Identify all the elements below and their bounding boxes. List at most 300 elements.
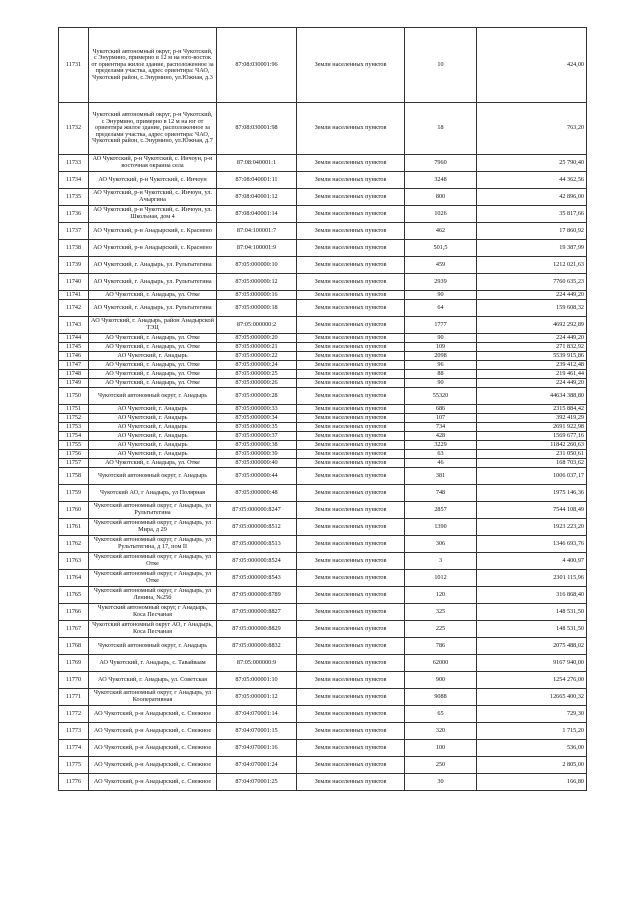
cadastral-value-cell: 159 608,32: [477, 300, 587, 317]
address-cell: Чукотский автономный округ, г. Анадырь: [89, 468, 217, 485]
land-category-cell: Земли населенных пунктов: [297, 423, 405, 432]
cadastral-value-cell: 1569 677,16: [477, 432, 587, 441]
table-row: [59, 757, 587, 774]
table-row: [59, 155, 587, 172]
address-cell: АО Чукотский, г. Анадырь: [89, 414, 217, 423]
area-cell: 225: [405, 621, 477, 638]
row-number: 11772: [59, 706, 89, 723]
land-category-cell: Земли населенных пунктов: [297, 240, 405, 257]
cadastral-value-cell: 2691 922,98: [477, 423, 587, 432]
land-category-cell: Земли населенных пунктов: [297, 570, 405, 587]
address-cell: Чукотский автономный округ, г Анадырь, Коса Песчаная: [89, 604, 217, 621]
land-category-cell: Земли населенных пунктов: [297, 405, 405, 414]
land-category-cell: Земли населенных пунктов: [297, 28, 405, 103]
area-cell: 250: [405, 757, 477, 774]
land-category-cell: Земли населенных пунктов: [297, 206, 405, 223]
address-cell: АО Чукотский, г. Анадырь, ул. Отке: [89, 361, 217, 370]
row-number: 11737: [59, 223, 89, 240]
address-cell: АО Чукотский, р-н Чукотский, с. Инчоун, ул. Ачыргина: [89, 189, 217, 206]
land-category-cell: Земли населенных пунктов: [297, 621, 405, 638]
table-row: [59, 172, 587, 189]
area-cell: 88: [405, 370, 477, 379]
area-cell: 30: [405, 774, 477, 791]
land-category-cell: Земли населенных пунктов: [297, 432, 405, 441]
row-number: 11749: [59, 379, 89, 388]
row-number: 11773: [59, 723, 89, 740]
table-row: [59, 317, 587, 334]
cadastral-value-cell: 2301 115,96: [477, 570, 587, 587]
row-number: 11736: [59, 206, 89, 223]
cadastral-value-cell: 1346 693,76: [477, 536, 587, 553]
row-number: 11747: [59, 361, 89, 370]
cadastral-value-cell: 168 703,62: [477, 459, 587, 468]
address-cell: АО Чукотский, р-н Чукотский, с. Инчоун: [89, 172, 217, 189]
area-cell: 900: [405, 672, 477, 689]
cadastral-value-cell: 42 896,00: [477, 189, 587, 206]
table-row: [59, 519, 587, 536]
row-number: 11751: [59, 405, 89, 414]
cadastral-number-cell: 87:05:000000:38: [217, 441, 297, 450]
address-cell: АО Чукотский, р-н Анадырский, с. Краснено: [89, 240, 217, 257]
row-number: 11738: [59, 240, 89, 257]
area-cell: 96: [405, 361, 477, 370]
area-cell: 65: [405, 706, 477, 723]
area-cell: 9088: [405, 689, 477, 706]
table-row: [59, 361, 587, 370]
cadastral-value-cell: 224 449,20: [477, 334, 587, 343]
table-row: [59, 655, 587, 672]
land-category-cell: Земли населенных пунктов: [297, 155, 405, 172]
cadastral-number-cell: 87:05:000000:8513: [217, 536, 297, 553]
area-cell: 62000: [405, 655, 477, 672]
address-cell: АО Чукотский, г. Анадырь, ул. Рультытегина: [89, 300, 217, 317]
row-number: 11750: [59, 388, 89, 405]
address-cell: АО Чукотский, р-н Анадырский, с. Снежное: [89, 723, 217, 740]
cadastral-value-cell: 44634 388,80: [477, 388, 587, 405]
address-cell: АО Чукотский, г. Анадырь, район Анадырской ТЭЦ: [89, 317, 217, 334]
area-cell: 459: [405, 257, 477, 274]
area-cell: 1390: [405, 519, 477, 536]
cadastral-number-cell: 87:04:070001:15: [217, 723, 297, 740]
address-cell: АО Чукотский, г. Анадырь, ул. Отке: [89, 379, 217, 388]
row-number: 11761: [59, 519, 89, 536]
cadastral-value-cell: 19 387,99: [477, 240, 587, 257]
cadastral-value-cell: 271 832,92: [477, 343, 587, 352]
cadastral-number-cell: 87:08:030001:96: [217, 28, 297, 103]
cadastral-value-cell: 9167 940,00: [477, 655, 587, 672]
land-category-cell: Земли населенных пунктов: [297, 485, 405, 502]
cadastral-number-cell: 87:05:000000:8789: [217, 587, 297, 604]
cadastral-number-cell: 87:05:000000:12: [217, 274, 297, 291]
cadastral-number-cell: 87:05:000000:24: [217, 361, 297, 370]
address-cell: Чукотский АО, г Анадырь, ул Полярная: [89, 485, 217, 502]
table-row: [59, 485, 587, 502]
cadastral-value-cell: 1923 223,20: [477, 519, 587, 536]
cadastral-number-cell: 87:05:000000:8543: [217, 570, 297, 587]
row-number: 11758: [59, 468, 89, 485]
address-cell: АО Чукотский, г. Анадырь: [89, 405, 217, 414]
address-cell: АО Чукотский, г. Анадырь, ул. Отке: [89, 459, 217, 468]
cadastral-value-cell: 763,20: [477, 103, 587, 155]
cadastral-value-cell: 7544 108,49: [477, 502, 587, 519]
row-number: 11756: [59, 450, 89, 459]
area-cell: 46: [405, 459, 477, 468]
land-category-cell: Земли населенных пунктов: [297, 274, 405, 291]
cadastral-number-cell: 87:04:070001:25: [217, 774, 297, 791]
area-cell: 107: [405, 414, 477, 423]
row-number: 11746: [59, 352, 89, 361]
table-row: [59, 370, 587, 379]
table-row: [59, 468, 587, 485]
table-row: [59, 291, 587, 300]
cadastral-value-cell: 7760 635,23: [477, 274, 587, 291]
area-cell: 381: [405, 468, 477, 485]
area-cell: 120: [405, 587, 477, 604]
cadastral-value-cell: 1006 037,17: [477, 468, 587, 485]
cadastral-value-cell: 219 461,44: [477, 370, 587, 379]
land-category-cell: Земли населенных пунктов: [297, 519, 405, 536]
land-category-cell: Земли населенных пунктов: [297, 103, 405, 155]
area-cell: 686: [405, 405, 477, 414]
address-cell: Чукотский автономный округ АО, г Анадырь, Коса Песчаная: [89, 621, 217, 638]
table-row: [59, 334, 587, 343]
row-number: 11759: [59, 485, 89, 502]
address-cell: Чукотский автономный округ, г Анадырь, ул Отке: [89, 553, 217, 570]
cadastral-value-cell: 1212 021,63: [477, 257, 587, 274]
land-category-cell: Земли населенных пунктов: [297, 370, 405, 379]
land-category-cell: Земли населенных пунктов: [297, 655, 405, 672]
cadastral-number-cell: 87:04:100001:9: [217, 240, 297, 257]
land-category-cell: Земли населенных пунктов: [297, 536, 405, 553]
land-category-cell: Земли населенных пунктов: [297, 638, 405, 655]
cadastral-number-cell: 87:05:000000:39: [217, 450, 297, 459]
area-cell: 2098: [405, 352, 477, 361]
area-cell: 90: [405, 291, 477, 300]
area-cell: 501,5: [405, 240, 477, 257]
row-number: 11741: [59, 291, 89, 300]
table-row: [59, 604, 587, 621]
table-row: [59, 432, 587, 441]
cadastral-value-cell: 25 790,40: [477, 155, 587, 172]
address-cell: Чукотский автономный округ, г Анадырь, ул Рультытегина: [89, 502, 217, 519]
row-number: 11763: [59, 553, 89, 570]
address-cell: АО Чукотский, р-н Анадырский, с. Краснено: [89, 223, 217, 240]
land-category-cell: Земли населенных пунктов: [297, 553, 405, 570]
row-number: 11768: [59, 638, 89, 655]
area-cell: 90: [405, 379, 477, 388]
table-row: [59, 257, 587, 274]
address-cell: Чукотский автономный округ, г Анадырь, ул Отке: [89, 570, 217, 587]
table-row: [59, 723, 587, 740]
address-cell: АО Чукотский, г. Анадырь, ул. Рультытегина: [89, 274, 217, 291]
row-number: 11757: [59, 459, 89, 468]
land-category-cell: Земли населенных пунктов: [297, 343, 405, 352]
area-cell: 786: [405, 638, 477, 655]
table-row: [59, 740, 587, 757]
address-cell: АО Чукотский, г. Анадырь: [89, 423, 217, 432]
address-cell: АО Чукотский, р-н Анадырский, с. Снежное: [89, 706, 217, 723]
area-cell: 90: [405, 334, 477, 343]
table-row: [59, 388, 587, 405]
cadastral-number-cell: 87:05:000000:35: [217, 423, 297, 432]
cadastral-number-cell: 87:05:000000:8827: [217, 604, 297, 621]
area-cell: 1026: [405, 206, 477, 223]
row-number: 11739: [59, 257, 89, 274]
address-cell: АО Чукотский, г. Анадырь, ул. Отке: [89, 334, 217, 343]
cadastral-value-cell: 11842 260,63: [477, 441, 587, 450]
land-category-cell: Земли населенных пунктов: [297, 300, 405, 317]
address-cell: Чукотский автономный округ, г Анадырь, ул Мира, д 29: [89, 519, 217, 536]
row-number: 11767: [59, 621, 89, 638]
table-row: [59, 621, 587, 638]
cadastral-number-cell: 87:04:070001:16: [217, 740, 297, 757]
land-category-cell: Земли населенных пунктов: [297, 189, 405, 206]
address-cell: АО Чукотский, г. Анадырь, ул. Рультытегина: [89, 257, 217, 274]
cadastral-value-cell: 224 449,20: [477, 379, 587, 388]
cadastral-value-cell: 392 419,29: [477, 414, 587, 423]
cadastral-number-cell: 87:05:000001:10: [217, 672, 297, 689]
cadastral-number-cell: 87:05:000000:18: [217, 300, 297, 317]
table-row: [59, 103, 587, 155]
cadastral-number-cell: 87:05:000000:20: [217, 334, 297, 343]
area-cell: 109: [405, 343, 477, 352]
area-cell: 306: [405, 536, 477, 553]
cadastral-number-cell: 87:05:000000:8247: [217, 502, 297, 519]
area-cell: 64: [405, 300, 477, 317]
land-category-cell: Земли населенных пунктов: [297, 468, 405, 485]
land-category-cell: Земли населенных пунктов: [297, 352, 405, 361]
table-row: [59, 672, 587, 689]
cadastral-number-cell: 87:05:000000:22: [217, 352, 297, 361]
row-number: 11764: [59, 570, 89, 587]
table-row: [59, 189, 587, 206]
table-row: [59, 423, 587, 432]
cadastral-number-cell: 87:04:070001:14: [217, 706, 297, 723]
area-cell: 320: [405, 723, 477, 740]
cadastral-number-cell: 87:08:040001:14: [217, 206, 297, 223]
address-cell: АО Чукотский, г. Анадырь: [89, 441, 217, 450]
cadastral-number-cell: 87:05:000000:40: [217, 459, 297, 468]
cadastral-value-cell: 239 412,48: [477, 361, 587, 370]
area-cell: 3: [405, 553, 477, 570]
land-category-cell: Земли населенных пунктов: [297, 317, 405, 334]
area-cell: 1777: [405, 317, 477, 334]
row-number: 11774: [59, 740, 89, 757]
area-cell: 2939: [405, 274, 477, 291]
cadastral-number-cell: 87:05:000000:37: [217, 432, 297, 441]
cadastral-value-cell: 729,30: [477, 706, 587, 723]
cadastral-value-cell: 424,00: [477, 28, 587, 103]
land-category-cell: Земли населенных пунктов: [297, 291, 405, 300]
cadastral-number-cell: 87:05:000000:34: [217, 414, 297, 423]
row-number: 11743: [59, 317, 89, 334]
cadastral-value-cell: 2315 884,42: [477, 405, 587, 414]
cadastral-value-cell: 1 715,20: [477, 723, 587, 740]
row-number: 11754: [59, 432, 89, 441]
cadastral-number-cell: 87:05:000001:12: [217, 689, 297, 706]
cadastral-number-cell: 87:05:000000:8832: [217, 638, 297, 655]
table-row: [59, 28, 587, 103]
cadastral-value-cell: 44 362,56: [477, 172, 587, 189]
cadastral-number-cell: 87:05:000000:2: [217, 317, 297, 334]
table-row: [59, 300, 587, 317]
cadastral-value-cell: 2075 488,02: [477, 638, 587, 655]
land-category-cell: Земли населенных пунктов: [297, 257, 405, 274]
area-cell: 10: [405, 28, 477, 103]
land-category-cell: Земли населенных пунктов: [297, 502, 405, 519]
row-number: 11752: [59, 414, 89, 423]
cadastral-number-cell: 87:08:040001:1: [217, 155, 297, 172]
address-cell: Чукотский автономный округ, г Анадырь, ул Рультытегина, д 17, пом II: [89, 536, 217, 553]
row-number: 11735: [59, 189, 89, 206]
cadastral-value-cell: 4 400,97: [477, 553, 587, 570]
area-cell: 800: [405, 189, 477, 206]
address-cell: АО Чукотский, р-н Чукотский, с. Инчоун, ул. Школьная, дом 4: [89, 206, 217, 223]
cadastral-value-cell: 12665 400,32: [477, 689, 587, 706]
row-number: 11775: [59, 757, 89, 774]
table-row: [59, 352, 587, 361]
cadastral-number-cell: 87:05:000000:48: [217, 485, 297, 502]
cadastral-number-cell: 87:05:000000:28: [217, 388, 297, 405]
land-category-cell: Земли населенных пунктов: [297, 334, 405, 343]
address-cell: АО Чукотский, г. Анадырь, ул. Отке: [89, 291, 217, 300]
address-cell: Чукотский автономный округ, р-н Чукотский, с Энурмино, примерно в 12 м на юг от ориентира жилое здание, расположенное за пределами участка, адрес ориентира: ЧАО, Чукотский район, с.Энурмино, ул.Южная, д.7: [89, 103, 217, 155]
address-cell: АО Чукотский, г. Анадырь, с. Тавайваам: [89, 655, 217, 672]
row-number: 11748: [59, 370, 89, 379]
cadastral-value-cell: 4692 292,89: [477, 317, 587, 334]
land-category-cell: Земли населенных пунктов: [297, 672, 405, 689]
area-cell: 3248: [405, 172, 477, 189]
cadastral-value-cell: 148 531,50: [477, 604, 587, 621]
area-cell: 462: [405, 223, 477, 240]
area-cell: 734: [405, 423, 477, 432]
cadastral-number-cell: 87:05:000000:9: [217, 655, 297, 672]
table-row: [59, 441, 587, 450]
cadastral-value-cell: 2 805,00: [477, 757, 587, 774]
cadastral-number-cell: 87:04:070001:24: [217, 757, 297, 774]
address-cell: АО Чукотский, р-н Анадырский, с. Снежное: [89, 757, 217, 774]
cadastral-number-cell: 87:08:030001:98: [217, 103, 297, 155]
cadastral-number-cell: 87:05:000000:10: [217, 257, 297, 274]
table-row: [59, 638, 587, 655]
cadastral-value-cell: 166,80: [477, 774, 587, 791]
cadastral-number-cell: 87:08:040001:12: [217, 189, 297, 206]
cadastral-number-cell: 87:05:000000:25: [217, 370, 297, 379]
table-row: [59, 240, 587, 257]
row-number: 11769: [59, 655, 89, 672]
table-row: [59, 450, 587, 459]
land-category-cell: Земли населенных пунктов: [297, 706, 405, 723]
table-row: [59, 689, 587, 706]
cadastral-value-cell: 5539 915,86: [477, 352, 587, 361]
cadastral-number-cell: 87:05:000000:26: [217, 379, 297, 388]
cadastral-number-cell: 87:05:000000:33: [217, 405, 297, 414]
row-number: 11745: [59, 343, 89, 352]
address-cell: Чукотский автономный округ, г. Анадырь: [89, 388, 217, 405]
cadastral-value-cell: 148 531,50: [477, 621, 587, 638]
cadastral-number-cell: 87:05:000000:8829: [217, 621, 297, 638]
row-number: 11753: [59, 423, 89, 432]
cadastral-value-cell: 224 449,20: [477, 291, 587, 300]
row-number: 11766: [59, 604, 89, 621]
table-row: [59, 706, 587, 723]
table-row: [59, 223, 587, 240]
row-number: 11776: [59, 774, 89, 791]
cadastral-number-cell: 87:05:000000:8524: [217, 553, 297, 570]
address-cell: АО Чукотский, г. Анадырь, ул. Отке: [89, 370, 217, 379]
cadastral-value-cell: 1975 146,36: [477, 485, 587, 502]
table-body: [59, 28, 587, 791]
row-number: 11742: [59, 300, 89, 317]
table-row: [59, 570, 587, 587]
row-number: 11770: [59, 672, 89, 689]
table-row: [59, 274, 587, 291]
area-cell: 18: [405, 103, 477, 155]
address-cell: АО Чукотский, г. Анадырь: [89, 352, 217, 361]
table-row: [59, 553, 587, 570]
address-cell: АО Чукотский, р-н Чукотский, с. Инчоун, р-н восточная окраина села: [89, 155, 217, 172]
cadastral-value-cell: 17 860,92: [477, 223, 587, 240]
cadastral-number-cell: 87:05:000000:44: [217, 468, 297, 485]
area-cell: 748: [405, 485, 477, 502]
area-cell: 325: [405, 604, 477, 621]
land-category-cell: Земли населенных пунктов: [297, 723, 405, 740]
area-cell: 3229: [405, 441, 477, 450]
area-cell: 1012: [405, 570, 477, 587]
area-cell: 428: [405, 432, 477, 441]
cadastral-value-cell: 231 050,61: [477, 450, 587, 459]
table-row: [59, 459, 587, 468]
land-category-cell: Земли населенных пунктов: [297, 172, 405, 189]
table-row: [59, 343, 587, 352]
row-number: 11760: [59, 502, 89, 519]
table-row: [59, 536, 587, 553]
land-category-cell: Земли населенных пунктов: [297, 604, 405, 621]
cadastral-number-cell: 87:08:040001:11: [217, 172, 297, 189]
row-number: 11744: [59, 334, 89, 343]
land-category-cell: Земли населенных пунктов: [297, 740, 405, 757]
cadastral-value-cell: 316 868,40: [477, 587, 587, 604]
cadastral-number-cell: 87:04:100001:7: [217, 223, 297, 240]
table-row: [59, 502, 587, 519]
cadastral-value-cell: 1254 276,00: [477, 672, 587, 689]
address-cell: Чукотский автономный округ, г. Анадырь: [89, 638, 217, 655]
row-number: 11732: [59, 103, 89, 155]
land-category-cell: Земли населенных пунктов: [297, 459, 405, 468]
land-category-cell: Земли населенных пунктов: [297, 223, 405, 240]
row-number: 11765: [59, 587, 89, 604]
land-category-cell: Земли населенных пунктов: [297, 361, 405, 370]
land-category-cell: Земли населенных пунктов: [297, 450, 405, 459]
cadastral-number-cell: 87:05:000000:16: [217, 291, 297, 300]
row-number: 11740: [59, 274, 89, 291]
address-cell: АО Чукотский, р-н Анадырский, с. Снежное: [89, 774, 217, 791]
land-category-cell: Земли населенных пунктов: [297, 757, 405, 774]
area-cell: 2857: [405, 502, 477, 519]
cadastral-value-cell: 536,00: [477, 740, 587, 757]
land-category-cell: Земли населенных пунктов: [297, 388, 405, 405]
area-cell: 63: [405, 450, 477, 459]
address-cell: АО Чукотский, г. Анадырь, ул. Отке: [89, 343, 217, 352]
address-cell: Чукотский автономный округ, г Анадырь, ул Кооперативная: [89, 689, 217, 706]
land-category-cell: Земли населенных пунктов: [297, 587, 405, 604]
table-row: [59, 587, 587, 604]
row-number: 11734: [59, 172, 89, 189]
row-number: 11755: [59, 441, 89, 450]
address-cell: АО Чукотский, г. Анадырь: [89, 432, 217, 441]
address-cell: Чукотский автономный округ, р-н Чукотский, с Энурмино, примерно в 12 м на юго-восток от ориентира жилое здание, расположенное за пределами участка, адрес ориентира: ЧАО, Чукотский район, с.Энурмино, ул.Южная, д.3: [89, 28, 217, 103]
table-row: [59, 379, 587, 388]
